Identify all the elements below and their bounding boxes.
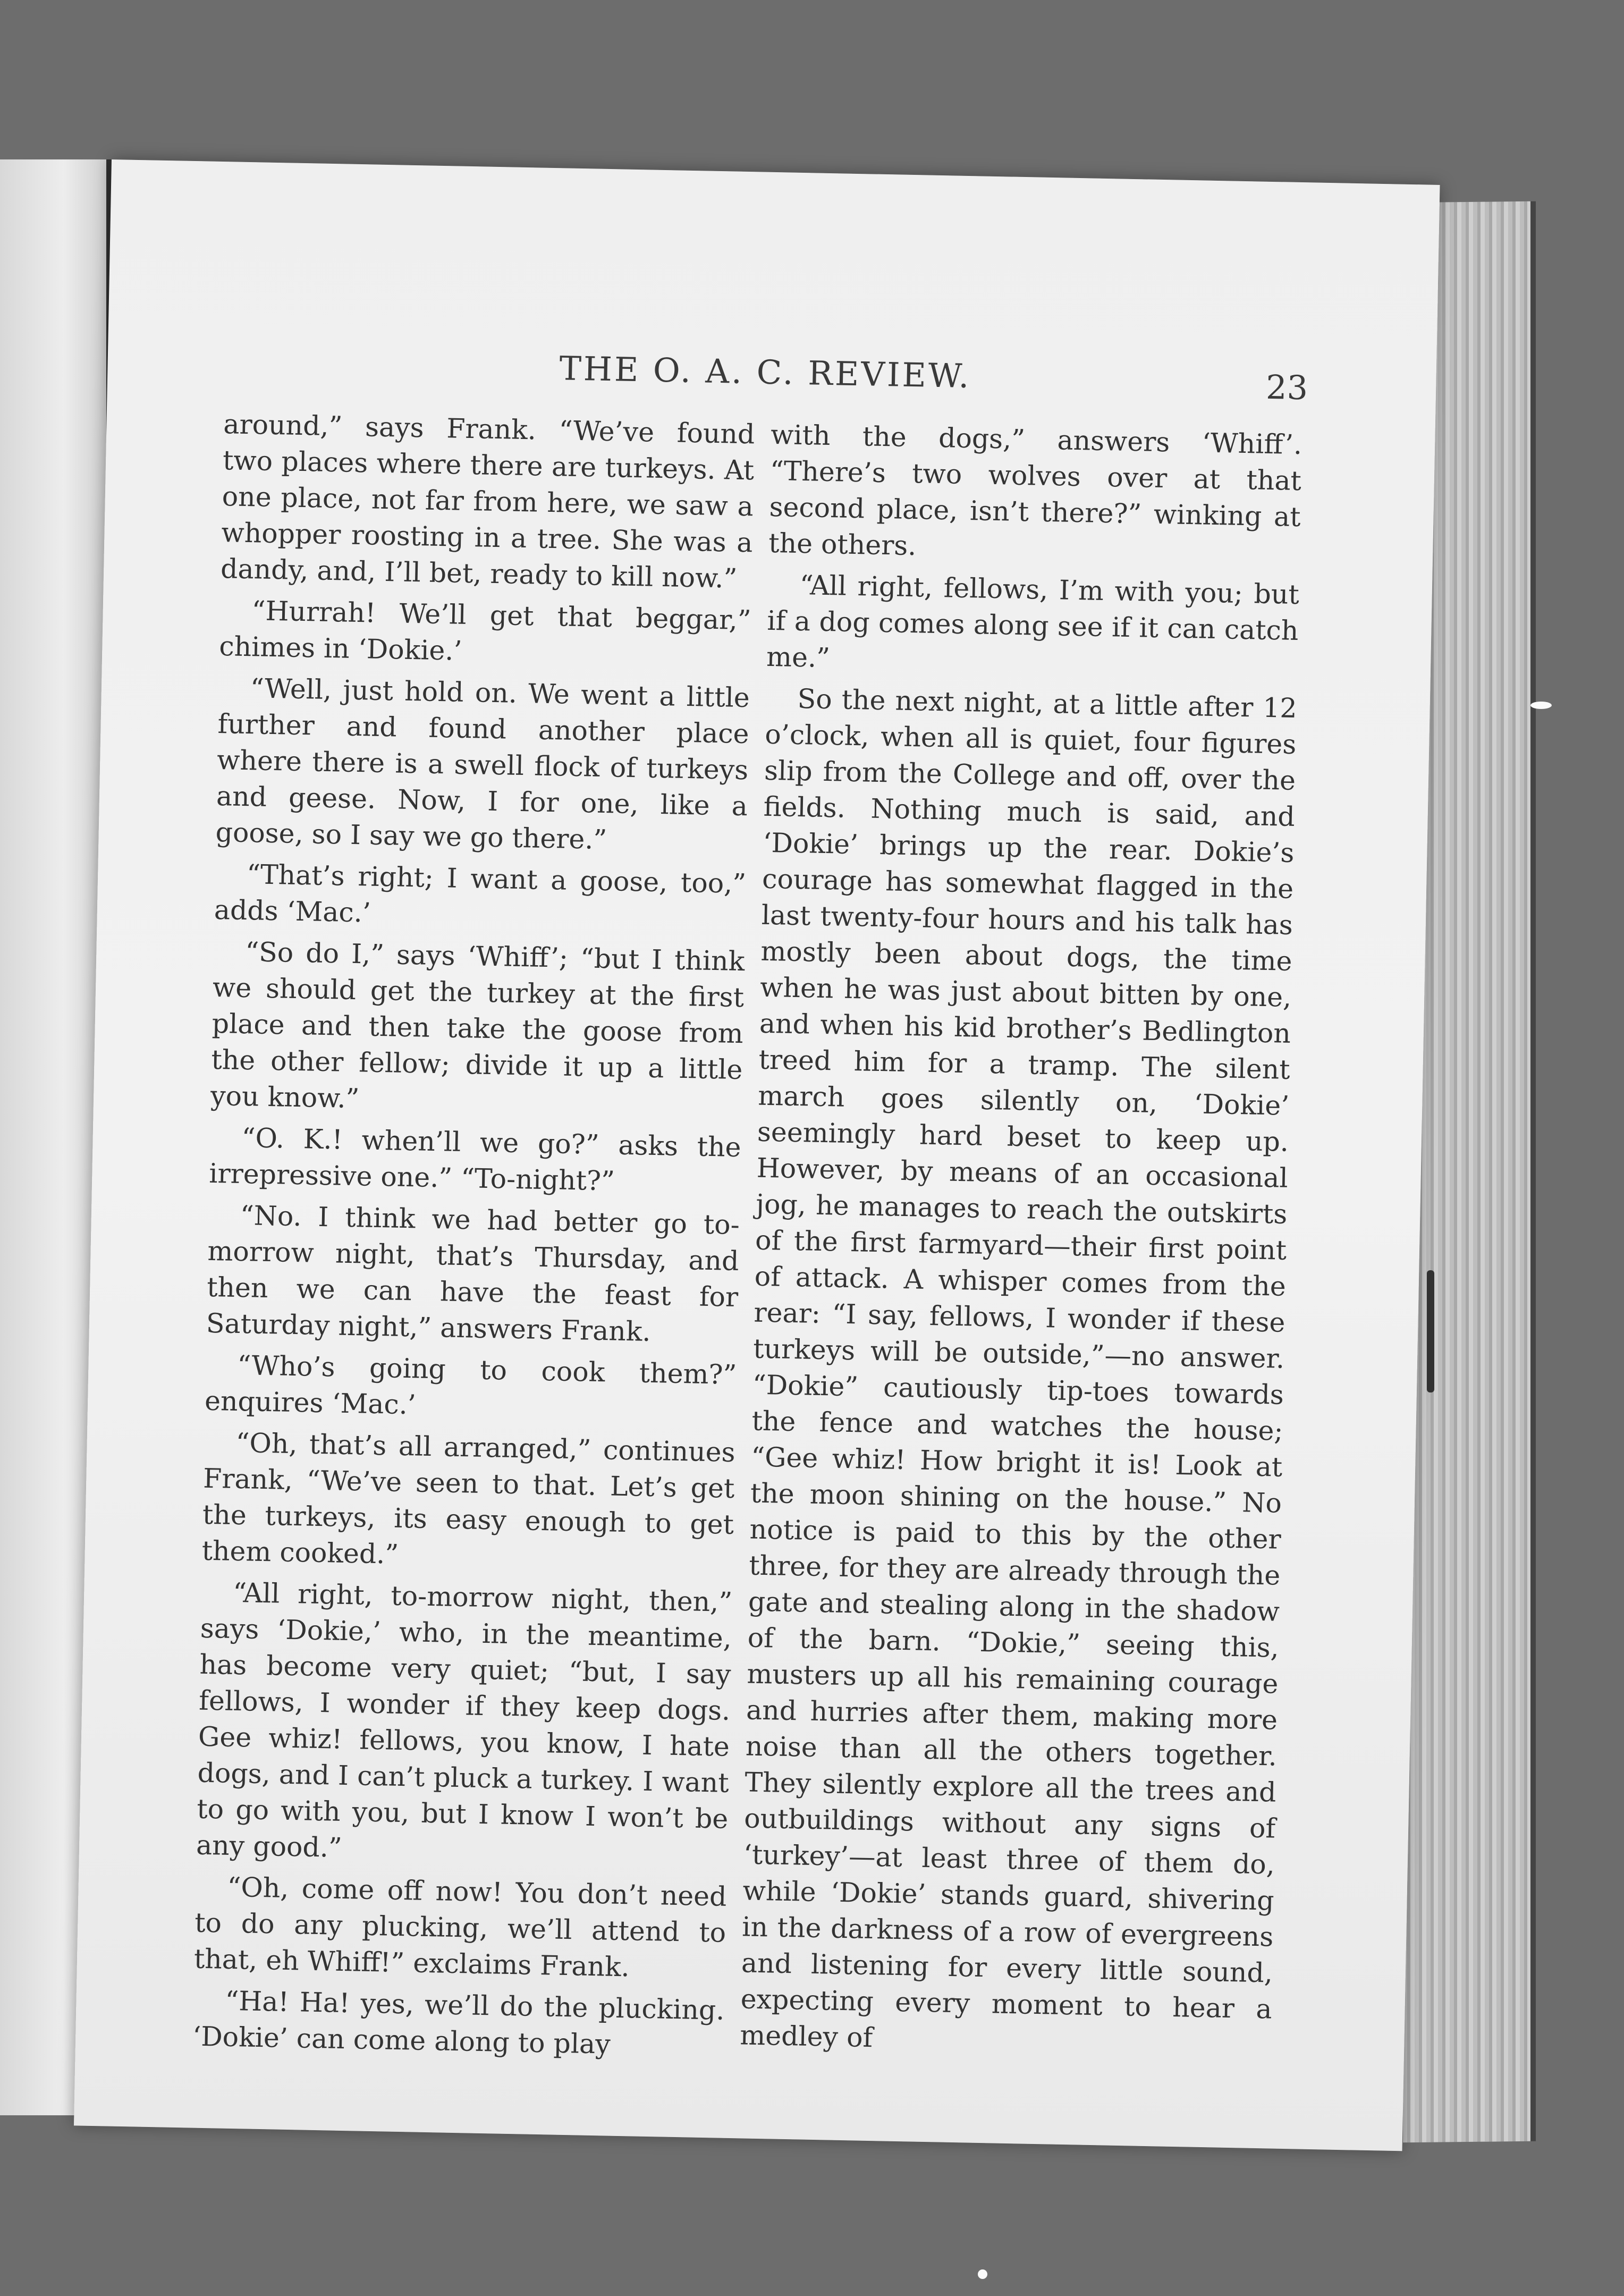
paragraph: “That’s right; I want a goose, too,” adds ‘Mac.’	[214, 858, 747, 928]
paragraph: with the dogs,” answers ‘Whiff’. “There’s two wolves over at that second place, isn’t there?” winking at the others.	[768, 418, 1302, 562]
binding-slit	[1427, 1270, 1434, 1392]
paragraph: “Oh, come off now! You don’t need to do any plucking, we’ll attend to that, eh Whiff!” exclaims Frank.	[193, 1871, 728, 1983]
paragraph: “All right, fellows, I’m with you; but if a dog comes along see if it can catch me.”	[766, 569, 1300, 674]
dust-speck	[978, 2269, 987, 2279]
paragraph: “So do I,” says ‘Whiff’; “but I think we should get the turkey at the first place and then take the goose from the other fellow; divide it up a little you know.”	[210, 936, 745, 1115]
left-column	[192, 406, 755, 2065]
page-number: 23	[1265, 367, 1308, 408]
dust-speck	[1530, 702, 1552, 709]
paragraph: “Oh, that’s all arranged,” continues Frank, “We’ve seen to that. Let’s get the turkeys, its easy enough to get them cooked.”	[201, 1426, 736, 1570]
paragraph: “O. K.! when’ll we go?” asks the irrepressive one.” “To-night?”	[208, 1122, 742, 1197]
paragraph: “No. I think we had better go to-morrow night, that’s Thursday, and then we can have the feast for Saturday night,” answers Frank.	[206, 1200, 740, 1347]
paragraph: “Who’s going to cook them?” enquires ‘Mac.’	[204, 1349, 737, 1421]
running-head: THE O. A. C. REVIEW.	[559, 349, 972, 396]
paragraph: “Well, just hold on. We went a little further and found another place where there is a swell flock of turkeys and geese. Now, I for one, like a goose, so I say we go there.”	[215, 672, 750, 856]
book-page	[74, 159, 1440, 2151]
paragraph: “Hurrah! We’ll get that beggar,” chimes in ‘Dokie.’	[218, 595, 752, 666]
paragraph: around,” says Frank. “We’ve found two places where there are turkeys. At one place, not far from here, we saw a whopper roosting in a tree. She was a dandy, and, I’ll bet, ready to kill now.”	[220, 408, 755, 594]
paragraph: “Ha! Ha! yes, we’ll do the plucking. ‘Dokie’ can come along to play	[192, 1985, 725, 2060]
paragraph: “All right, to-morrow night, then,” says ‘Dokie,’ who, in the meantime, has become very quiet; “but, I say fellows, I wonder if they keep dogs. Gee whiz! fellows, you know, I hate dogs, and I can’t pluck a turkey. I want to go with you, but I know I won’t be any good.”	[196, 1576, 733, 1863]
right-column	[740, 417, 1302, 2064]
paragraph: So the next night, at a little after 12 o’clock, when all is quiet, four figures slip from the College and off, over the fields. Nothing much is said, and ‘Dokie’ brings up the rear. Dokie’s courage has somewhat flagged in the last twenty-four hours and his talk has mostly been about dogs, the time when he was just about bitten by one, and when his kid brother’s Bedlington treed him for a tramp. The silent march goes silently on, ‘Dokie’ seemingly hard beset to keep up. However, by means of an occasional jog, he manages to reach the outskirts of the first farmyard—their first point of attack. A whisper comes from the rear: “I say, fellows, I wonder if these turkeys will be outside,”—no answer. “Dokie” cautiously tip-toes towards the fence and watches the house; “Gee whiz! How bright it is! Look at the moon shining on the house.” No notice is paid to this by the other three, for they are already through the gate and stealing along in the shadow of the barn. “Dokie,” seeing this, musters up all his remaining courage and hurries after them, making more noise than all the others together. They silently explore all the trees and outbuildings without any signs of ‘turkey’—at least three of them do, while ‘Dokie’ stands guard, shivering in the darkness of a row of evergreens and listening for every little sound, expecting every moment to hear a medley of	[739, 682, 1298, 2054]
